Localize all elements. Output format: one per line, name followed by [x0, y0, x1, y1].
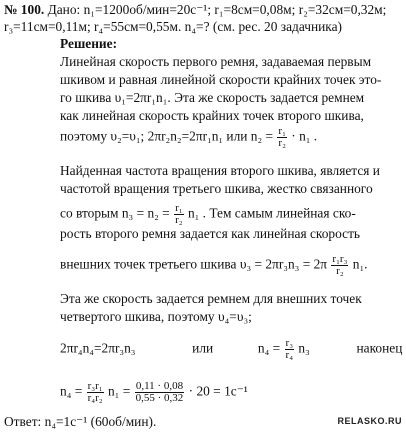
given-text-1: Дано: n₁=1200об/мин=20с⁻¹; r₁=8см=0,08м; r₂=32см=0,32м; [47, 2, 387, 17]
fraction-numeric [135, 381, 185, 404]
fraction-numerator: r₃r₁ [87, 380, 103, 392]
paragraph-1-line-4: как линейная скорость крайних точек второго шкива, [60, 108, 364, 123]
paragraph-3-line-3 [60, 337, 403, 361]
formula-n3-text: со вторым n₃ = n₂ = [60, 205, 170, 221]
word-finally: наконец [356, 340, 403, 356]
fraction-r3-r4 [285, 338, 295, 361]
fraction-numerator: 0,11 · 0,08 [135, 380, 184, 392]
formula-final-mid: n₁ = [107, 383, 131, 399]
formula-n2-text: поэтому υ₂=υ₁; 2πr₂n₂=2πr₁n₁ или n₂ = [60, 128, 274, 144]
formula-final-result: · 20 = 1с⁻¹ [188, 383, 248, 399]
formula-n3-symbol: n₃ [298, 340, 310, 356]
paragraph-1-line-5 [60, 126, 317, 149]
fraction-denominator: r₄r₂ [87, 392, 103, 404]
fraction-numerator: r₃ [285, 337, 294, 349]
paragraph-2-line-2: частотой вращения третьего шкива, жестко связанного [60, 181, 373, 196]
fraction-denominator: 0,55 · 0,32 [135, 392, 184, 404]
fraction-r1-r2-second [174, 203, 184, 226]
formula-n4-start: n₄ = [257, 340, 281, 356]
fraction-numerator: r₁r₃ [332, 253, 348, 265]
fraction-denominator: r₂ [336, 265, 344, 277]
paragraph-2-line-5 [60, 254, 368, 277]
formula-equality: 2πr₄n₄=2πr₃n₃ [60, 340, 136, 356]
word-or: или [192, 340, 214, 356]
formula-n2-tail: · n₁ . [291, 128, 318, 144]
answer-line: Ответ: n₄=1с⁻¹ (60об/мин). [4, 414, 157, 429]
paragraph-3-line-2: четвертого шкива, поэтому υ₄=υ₃; [60, 309, 252, 324]
paragraph-2-line-1: Найденная частота вращения второго шкива, является и [60, 163, 380, 178]
formula-v3-tail: n₁. [352, 256, 368, 272]
fraction-denominator: r₂ [175, 214, 183, 226]
fraction-r3r1-r4r2 [87, 381, 104, 404]
site-watermark: RELASKO.RU [337, 416, 402, 426]
formula-n3-tail: n₁ . Тем самым линейная ско- [187, 205, 356, 221]
fraction-r1r3-r2 [331, 254, 348, 277]
fraction-numerator: r₁ [278, 125, 286, 137]
paragraph-3-line-4 [60, 381, 248, 404]
problem-number: № 100. [4, 2, 45, 17]
formula-final-start: n₄ = [60, 383, 83, 399]
formula-v3-text: внешних точек третьего шкива υ₃ = 2πr₃n₃ = 2π [60, 256, 328, 272]
paragraph-1-line-3: го шкива υ₁=2πr₁n₁. Эта же скорость задается ремнем [60, 90, 365, 105]
given-line-1 [4, 2, 386, 18]
given-line-2: r₃=11см=0,11м; r₄=55см=0,55м. n₄=? (см. рес. 20 задачника) [4, 19, 343, 34]
paragraph-3-line-1: Эта же скорость задается ремнем для внешних точек [60, 291, 362, 306]
paragraph-1-line-2: шкивом и равная линейной скорости крайних точек это- [60, 72, 382, 87]
solution-heading: Решение: [60, 36, 118, 51]
paragraph-1-line-1: Линейная скорость первого ремня, задаваемая первым [60, 54, 372, 69]
fraction-r1-r2 [277, 126, 287, 149]
paragraph-2-line-4: рость второго ремня задается как линейная скорость [60, 226, 361, 241]
fraction-denominator: r₄ [285, 349, 294, 361]
fraction-numerator: r₁ [175, 202, 183, 214]
paragraph-2-line-3 [60, 203, 356, 226]
fraction-denominator: r₂ [278, 137, 286, 149]
